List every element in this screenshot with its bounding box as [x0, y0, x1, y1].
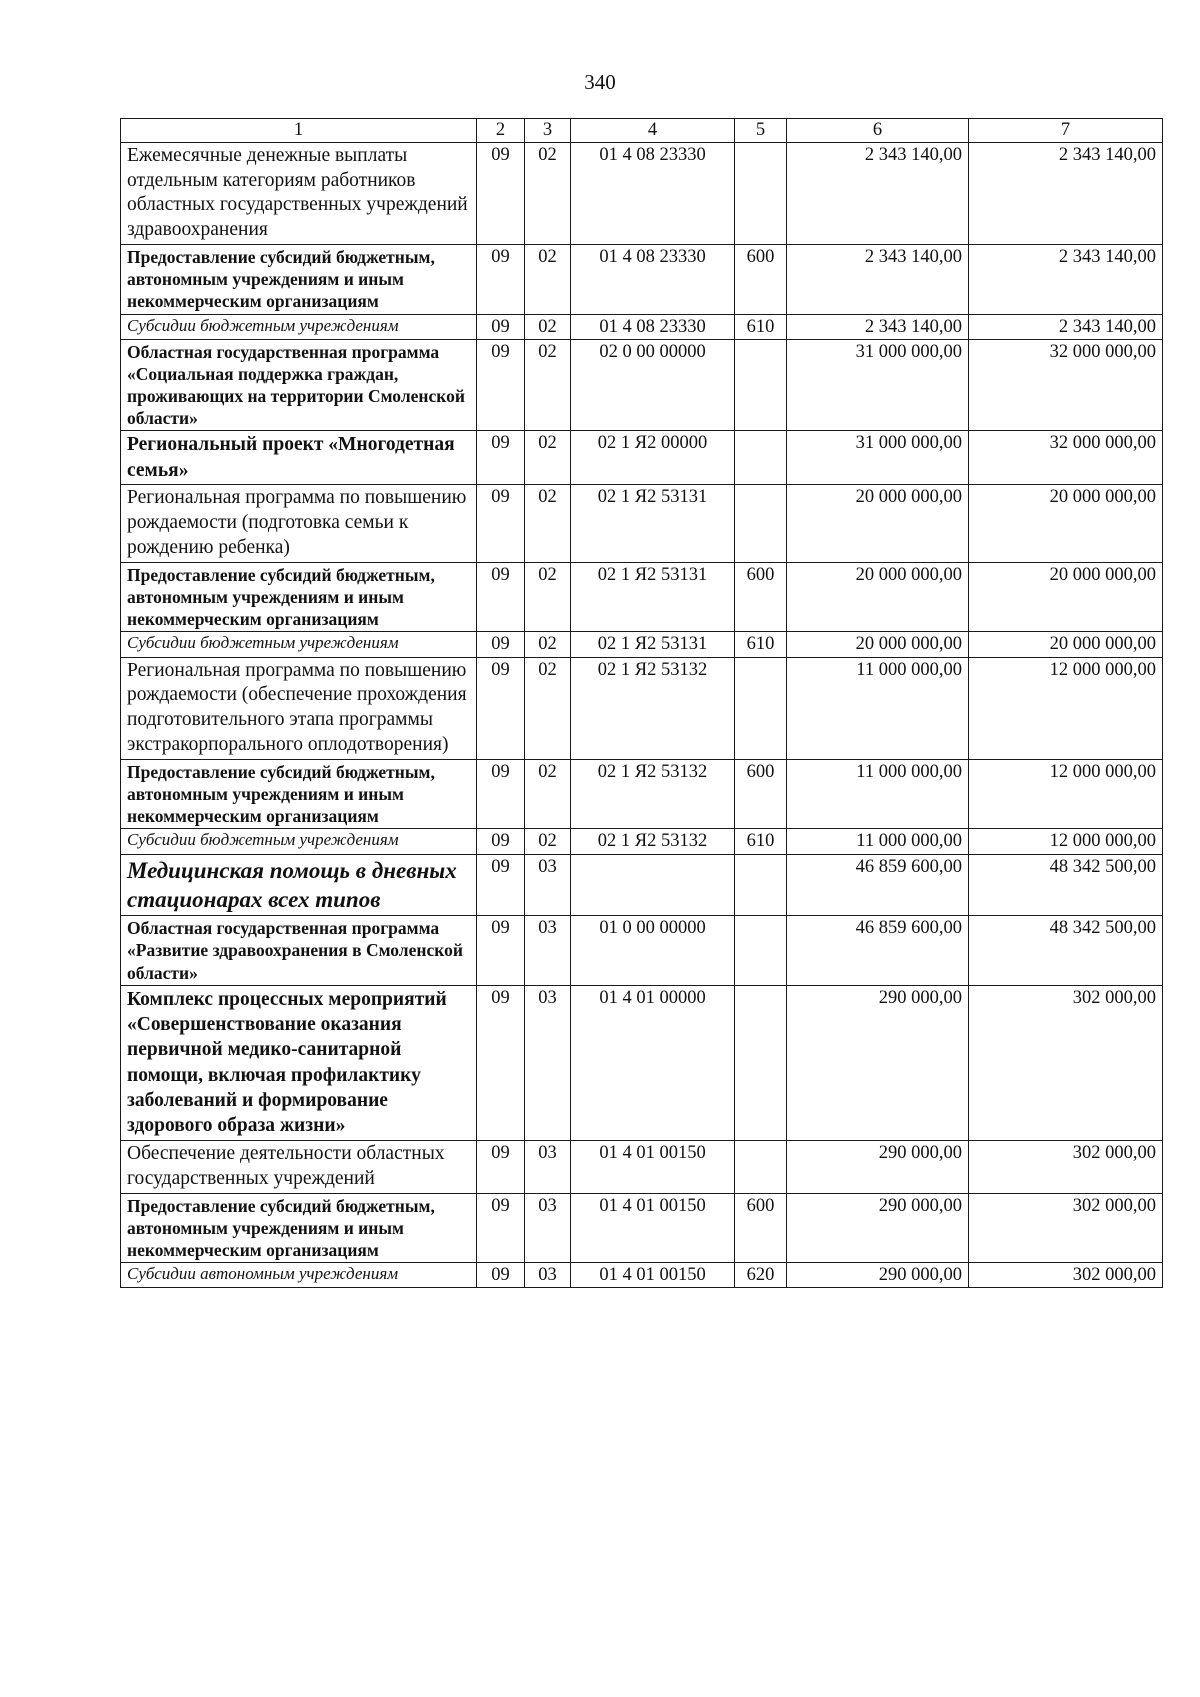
amount-year1-cell: 20 000 000,00 — [787, 562, 969, 631]
expense-type-cell — [735, 855, 787, 916]
column-header: 5 — [735, 119, 787, 143]
subsection-code-cell: 02 — [525, 562, 571, 631]
amount-year1-cell: 46 859 600,00 — [787, 855, 969, 916]
target-article-cell: 02 1 Я2 00000 — [571, 431, 735, 485]
amount-year2-cell: 32 000 000,00 — [969, 340, 1163, 431]
amount-year1-cell: 290 000,00 — [787, 1193, 969, 1262]
subsection-code-cell: 03 — [525, 916, 571, 985]
table-row — [121, 1140, 1163, 1193]
row-name-cell: Субсидии бюджетным учреждениям — [121, 314, 477, 340]
section-code-cell: 09 — [477, 340, 525, 431]
target-article-cell: 01 4 08 23330 — [571, 245, 735, 314]
row-name-cell: Предоставление субсидий бюджетным, автономным учреждениям и иным некоммерческим организациям — [121, 1193, 477, 1262]
table-row — [121, 657, 1163, 760]
section-code-cell: 09 — [477, 657, 525, 760]
table-row — [121, 340, 1163, 431]
expense-type-cell — [735, 916, 787, 985]
section-code-cell: 09 — [477, 631, 525, 657]
amount-year2-cell: 32 000 000,00 — [969, 431, 1163, 485]
expense-type-cell: 600 — [735, 245, 787, 314]
subsection-code-cell: 03 — [525, 855, 571, 916]
section-code-cell: 09 — [477, 314, 525, 340]
amount-year2-cell: 12 000 000,00 — [969, 829, 1163, 855]
target-article-cell: 01 4 01 00150 — [571, 1140, 735, 1193]
amount-year2-cell: 2 343 140,00 — [969, 142, 1163, 245]
target-article-cell: 02 1 Я2 53132 — [571, 760, 735, 829]
row-name-cell: Предоставление субсидий бюджетным, автономным учреждениям и иным некоммерческим организациям — [121, 245, 477, 314]
target-article-cell: 02 1 Я2 53132 — [571, 657, 735, 760]
target-article-cell: 01 4 01 00150 — [571, 1193, 735, 1262]
table-header-row — [121, 119, 1163, 143]
budget-table — [120, 118, 1163, 1288]
subsection-code-cell: 02 — [525, 340, 571, 431]
amount-year2-cell: 302 000,00 — [969, 1193, 1163, 1262]
page-number: 340 — [584, 70, 616, 94]
row-name-cell: Региональная программа по повышению рождаемости (подготовка семьи к рождению ребенка) — [121, 484, 477, 562]
table-row — [121, 484, 1163, 562]
target-article-cell: 02 1 Я2 53131 — [571, 631, 735, 657]
target-article-cell: 01 4 08 23330 — [571, 314, 735, 340]
table-row — [121, 1262, 1163, 1288]
column-header: 3 — [525, 119, 571, 143]
section-code-cell: 09 — [477, 484, 525, 562]
target-article-cell: 01 4 01 00150 — [571, 1262, 735, 1288]
row-name-cell: Ежемесячные денежные выплаты отдельным категориям работников областных государственных учреждений здравоохранения — [121, 142, 477, 245]
target-article-cell: 01 0 00 00000 — [571, 916, 735, 985]
row-name-cell: Областная государственная программа «Развитие здравоохранения в Смоленской области» — [121, 916, 477, 985]
expense-type-cell: 610 — [735, 829, 787, 855]
table-row — [121, 142, 1163, 245]
target-article-cell: 02 1 Я2 53131 — [571, 484, 735, 562]
amount-year2-cell: 48 342 500,00 — [969, 855, 1163, 916]
section-code-cell: 09 — [477, 245, 525, 314]
amount-year1-cell: 2 343 140,00 — [787, 314, 969, 340]
amount-year2-cell: 20 000 000,00 — [969, 484, 1163, 562]
amount-year1-cell: 46 859 600,00 — [787, 916, 969, 985]
table-row — [121, 760, 1163, 829]
table-row — [121, 985, 1163, 1140]
expense-type-cell — [735, 1140, 787, 1193]
amount-year1-cell: 290 000,00 — [787, 1140, 969, 1193]
section-code-cell: 09 — [477, 562, 525, 631]
row-name-cell: Субсидии бюджетным учреждениям — [121, 631, 477, 657]
amount-year2-cell: 302 000,00 — [969, 985, 1163, 1140]
expense-type-cell: 600 — [735, 562, 787, 631]
expense-type-cell — [735, 484, 787, 562]
section-code-cell: 09 — [477, 1193, 525, 1262]
target-article-cell: 01 4 08 23330 — [571, 142, 735, 245]
expense-type-cell: 600 — [735, 1193, 787, 1262]
amount-year1-cell: 31 000 000,00 — [787, 431, 969, 485]
amount-year2-cell: 12 000 000,00 — [969, 760, 1163, 829]
section-code-cell: 09 — [477, 855, 525, 916]
subsection-code-cell: 03 — [525, 1140, 571, 1193]
table-row — [121, 916, 1163, 985]
table-row — [121, 314, 1163, 340]
row-name-cell: Предоставление субсидий бюджетным, автономным учреждениям и иным некоммерческим организациям — [121, 760, 477, 829]
column-header: 7 — [969, 119, 1163, 143]
target-article-cell: 01 4 01 00000 — [571, 985, 735, 1140]
subsection-code-cell: 02 — [525, 431, 571, 485]
amount-year1-cell: 290 000,00 — [787, 985, 969, 1140]
amount-year2-cell: 20 000 000,00 — [969, 631, 1163, 657]
column-header: 6 — [787, 119, 969, 143]
expense-type-cell: 600 — [735, 760, 787, 829]
subsection-code-cell: 03 — [525, 985, 571, 1140]
amount-year1-cell: 11 000 000,00 — [787, 760, 969, 829]
section-code-cell: 09 — [477, 916, 525, 985]
amount-year1-cell: 2 343 140,00 — [787, 142, 969, 245]
table-row — [121, 855, 1163, 916]
table-row — [121, 431, 1163, 485]
section-code-cell: 09 — [477, 1262, 525, 1288]
target-article-cell: 02 1 Я2 53131 — [571, 562, 735, 631]
expense-type-cell — [735, 340, 787, 431]
column-header: 1 — [121, 119, 477, 143]
subsection-code-cell: 02 — [525, 657, 571, 760]
amount-year2-cell: 20 000 000,00 — [969, 562, 1163, 631]
amount-year2-cell: 302 000,00 — [969, 1140, 1163, 1193]
table-row — [121, 631, 1163, 657]
subsection-code-cell: 02 — [525, 631, 571, 657]
section-code-cell: 09 — [477, 985, 525, 1140]
target-article-cell: 02 0 00 00000 — [571, 340, 735, 431]
amount-year1-cell: 20 000 000,00 — [787, 484, 969, 562]
row-name-cell: Региональный проект «Многодетная семья» — [121, 431, 477, 485]
subsection-code-cell: 02 — [525, 484, 571, 562]
amount-year2-cell: 2 343 140,00 — [969, 245, 1163, 314]
row-name-cell: Медицинская помощь в дневных стационарах всех типов — [121, 855, 477, 916]
subsection-code-cell: 02 — [525, 829, 571, 855]
subsection-code-cell: 03 — [525, 1193, 571, 1262]
expense-type-cell — [735, 142, 787, 245]
row-name-cell: Комплекс процессных мероприятий «Совершенствование оказания первичной медико-санитарной помощи, включая профилактику заболеваний и формирование здорового образа жизни» — [121, 985, 477, 1140]
amount-year2-cell: 48 342 500,00 — [969, 916, 1163, 985]
row-name-cell: Предоставление субсидий бюджетным, автономным учреждениям и иным некоммерческим организациям — [121, 562, 477, 631]
subsection-code-cell: 03 — [525, 1262, 571, 1288]
column-header: 2 — [477, 119, 525, 143]
expense-type-cell — [735, 431, 787, 485]
column-header: 4 — [571, 119, 735, 143]
table-row — [121, 829, 1163, 855]
subsection-code-cell: 02 — [525, 245, 571, 314]
expense-type-cell — [735, 657, 787, 760]
subsection-code-cell: 02 — [525, 314, 571, 340]
row-name-cell: Субсидии автономным учреждениям — [121, 1262, 477, 1288]
table-row — [121, 245, 1163, 314]
row-name-cell: Субсидии бюджетным учреждениям — [121, 829, 477, 855]
table-row — [121, 1193, 1163, 1262]
section-code-cell: 09 — [477, 431, 525, 485]
target-article-cell — [571, 855, 735, 916]
amount-year2-cell: 2 343 140,00 — [969, 314, 1163, 340]
section-code-cell: 09 — [477, 829, 525, 855]
amount-year1-cell: 20 000 000,00 — [787, 631, 969, 657]
expense-type-cell: 610 — [735, 631, 787, 657]
expense-type-cell — [735, 985, 787, 1140]
section-code-cell: 09 — [477, 1140, 525, 1193]
row-name-cell: Региональная программа по повышению рождаемости (обеспечение прохождения подготовительного этапа программы экстракорпорального оплодотворения) — [121, 657, 477, 760]
section-code-cell: 09 — [477, 142, 525, 245]
amount-year1-cell: 290 000,00 — [787, 1262, 969, 1288]
subsection-code-cell: 02 — [525, 142, 571, 245]
row-name-cell: Обеспечение деятельности областных государственных учреждений — [121, 1140, 477, 1193]
amount-year1-cell: 31 000 000,00 — [787, 340, 969, 431]
target-article-cell: 02 1 Я2 53132 — [571, 829, 735, 855]
amount-year1-cell: 11 000 000,00 — [787, 829, 969, 855]
expense-type-cell: 610 — [735, 314, 787, 340]
amount-year1-cell: 11 000 000,00 — [787, 657, 969, 760]
expense-type-cell: 620 — [735, 1262, 787, 1288]
section-code-cell: 09 — [477, 760, 525, 829]
amount-year2-cell: 12 000 000,00 — [969, 657, 1163, 760]
table-row — [121, 562, 1163, 631]
amount-year2-cell: 302 000,00 — [969, 1262, 1163, 1288]
amount-year1-cell: 2 343 140,00 — [787, 245, 969, 314]
row-name-cell: Областная государственная программа «Социальная поддержка граждан, проживающих на территории Смоленской области» — [121, 340, 477, 431]
subsection-code-cell: 02 — [525, 760, 571, 829]
